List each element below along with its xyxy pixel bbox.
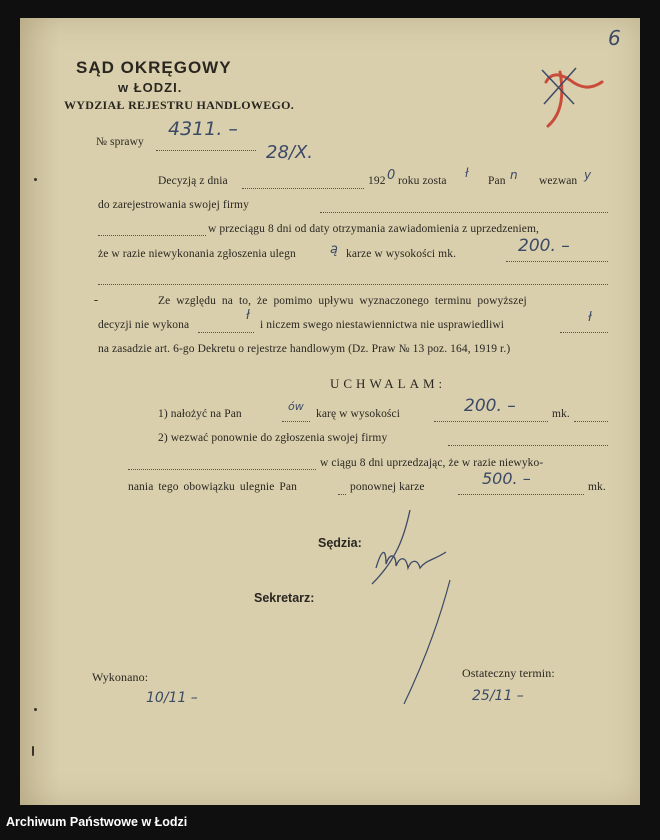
resolution-item1-ending: ów xyxy=(288,400,304,413)
wezwan-text: wezwan xyxy=(539,175,578,187)
ulegn-ending: ą xyxy=(330,242,338,257)
legal-basis-text: na zasadzie art. 6-go Dekretu o rejestrze handlowym (Dz. Praw № 13 poz. 164, 1919 r.) xyxy=(98,343,511,355)
reason-text-line2-mid: i niczem swego niestawiennictwa nie usprawiedliwi xyxy=(260,319,505,331)
red-pencil-mark-icon xyxy=(540,44,620,134)
penalty-warning-text: że w razie niewykonania zgłoszenia ulegn xyxy=(98,248,296,260)
penalty-amount-label: karze w wysokości mk. xyxy=(346,248,457,260)
decision-date-value: 28/X. xyxy=(266,142,314,163)
ink-mark xyxy=(32,746,34,756)
year-print: 192 xyxy=(368,175,386,187)
resolution-item2-line3-prefix: nania tego obowiązku ulegnie Pan xyxy=(128,481,297,493)
resolution-item2-mk: mk. xyxy=(588,481,606,493)
wezwan-ending: y xyxy=(584,168,592,182)
archive-footer xyxy=(0,808,660,840)
document-page xyxy=(20,18,640,805)
resolution-item1-prefix: 1) nałożyć na Pan xyxy=(158,408,242,420)
court-city: w ŁODZI. xyxy=(118,80,183,95)
executed-value: 10/11 – xyxy=(146,690,198,706)
usprawiedliwi-ending: ł xyxy=(588,310,592,325)
year-hand: 0 xyxy=(387,168,396,183)
secretary-label: Sekretarz: xyxy=(254,591,315,605)
decision-date-label: Decyzją z dnia xyxy=(158,175,228,187)
final-term-label: Ostateczny termin: xyxy=(462,666,555,680)
resolution-item2: 2) wezwać ponownie do zgłoszenia swojej firmy xyxy=(158,432,388,444)
judge-signature-icon xyxy=(360,508,470,588)
pan-text: Pan xyxy=(488,175,506,187)
resolution-item1-mid: karę w wysokości xyxy=(316,408,400,420)
resolution-heading: UCHWALAM: xyxy=(330,376,447,391)
reason-text-line2-prefix: decyzji nie wykona xyxy=(98,319,190,331)
resolution-item2-amount: 500. – xyxy=(482,469,531,488)
case-number-label: № sprawy xyxy=(96,136,144,148)
resolution-item1-amount: 200. – xyxy=(464,396,516,416)
resolution-item1-mk: mk. xyxy=(552,408,570,420)
zosta-ending: ł xyxy=(465,166,469,180)
corner-mark xyxy=(540,44,620,134)
final-term-value: 25/11 – xyxy=(472,688,524,704)
wykona-ending: ł xyxy=(246,308,250,323)
court-name: SĄD OKRĘGOWY xyxy=(76,58,232,77)
judge-label: Sędzia: xyxy=(318,536,362,550)
punch-mark xyxy=(34,708,37,711)
penalty-amount-value: 200. – xyxy=(518,236,570,256)
punch-mark xyxy=(94,300,98,301)
roku-zosta-text: roku zosta xyxy=(398,175,447,187)
case-number-value: 4311. – xyxy=(168,118,238,140)
deadline-text: w przeciągu 8 dni od daty otrzymania zawiadomienia z uprzedzeniem, xyxy=(208,223,540,235)
register-firm-text: do zarejestrowania swojej firmy xyxy=(98,199,249,211)
resolution-item2-line3-mid: ponownej karze xyxy=(350,481,425,493)
executed-label: Wykonano: xyxy=(92,670,149,684)
archive-label: Archiwum Państwowe w Łodzi xyxy=(6,815,188,829)
corner-page-number: 6 xyxy=(608,26,621,50)
punch-mark xyxy=(34,178,37,181)
corner-mark-letter xyxy=(543,58,544,59)
reason-text-line1: Ze względu na to, że pomimo upływu wyznaczonego terminu powyższej xyxy=(158,295,527,307)
resolution-item2-cont: w ciągu 8 dni uprzedzając, że w razie niewyko- xyxy=(320,457,544,469)
court-department: WYDZIAŁ REJESTRU HANDLOWEGO. xyxy=(64,98,295,112)
long-pen-stroke-icon xyxy=(400,578,460,708)
pan-ending: n xyxy=(510,168,518,182)
